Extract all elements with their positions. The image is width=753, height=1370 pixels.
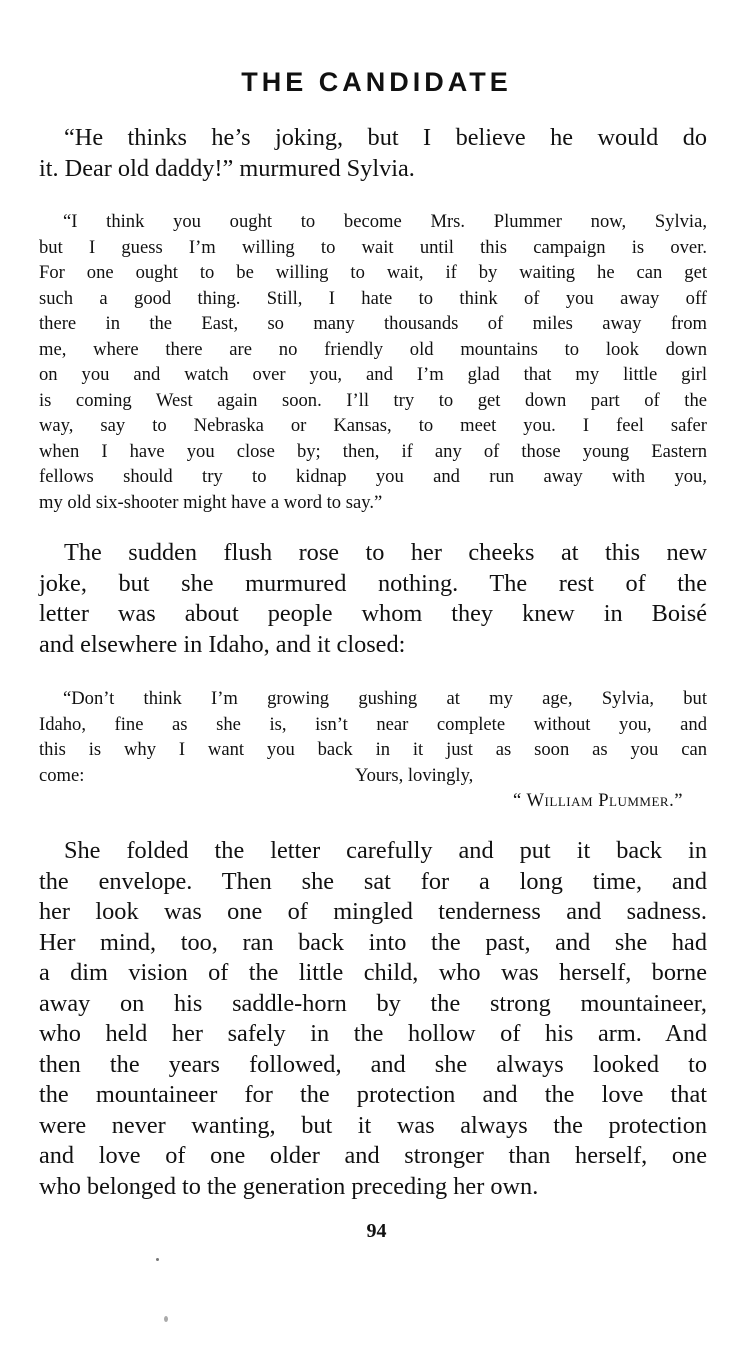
closing-line bbox=[39, 763, 707, 789]
text-line: way, say to Nebraska or Kansas, to meet you. I feel safer bbox=[39, 415, 707, 436]
text-line: For one ought to be willing to wait, if by waiting he can get bbox=[39, 262, 707, 283]
text-line: Idaho, fine as she is, isn’t near complete without you, and bbox=[39, 713, 707, 735]
print-speck bbox=[156, 1258, 159, 1261]
text-line: come: bbox=[39, 764, 85, 786]
text-line: and love of one older and stronger than herself, one bbox=[39, 1142, 707, 1169]
text-line: it. Dear old daddy!” murmured Sylvia. bbox=[39, 154, 415, 182]
text-line: there in the East, so many thousands of miles away from bbox=[39, 313, 707, 334]
page-number: 94 bbox=[366, 1220, 387, 1242]
signature-line bbox=[39, 788, 707, 814]
text-line: such a good thing. Still, I hate to think of you away off bbox=[39, 287, 707, 309]
text-line: Her mind, too, ran back into the past, and she had bbox=[39, 928, 707, 956]
paragraph-3 bbox=[39, 836, 707, 1202]
text-line: “Don’t think I’m growing gushing at my age, Sylvia, but bbox=[63, 688, 707, 709]
text-line: is coming West again soon. I’ll try to get down part of the bbox=[39, 389, 707, 411]
text-line: who held her safely in the hollow of his arm. And bbox=[39, 1020, 707, 1047]
text-line: on you and watch over you, and I’m glad that my little girl bbox=[39, 364, 707, 385]
running-head: THE CANDIDATE bbox=[241, 67, 512, 97]
text-line: She folded the letter carefully and put it back in bbox=[64, 837, 707, 864]
text-line: the envelope. Then she sat for a long time, and bbox=[39, 867, 707, 895]
paragraph-1 bbox=[39, 123, 707, 184]
text-line: the mountaineer for the protection and the love that bbox=[39, 1081, 707, 1108]
letter-excerpt-1 bbox=[39, 209, 707, 515]
paragraph-2 bbox=[39, 538, 707, 660]
text-line: fellows should try to kidnap you and run away with you, bbox=[39, 466, 707, 487]
text-line: away on his saddle-horn by the strong mountaineer, bbox=[39, 989, 707, 1017]
text-line: “I think you ought to become Mrs. Plummer now, Sylvia, bbox=[63, 211, 707, 232]
text-line: a dim vision of the little child, who was herself, borne bbox=[39, 959, 707, 986]
letter-excerpt-2 bbox=[39, 686, 707, 814]
text-line: were never wanting, but it was always the protection bbox=[39, 1111, 707, 1139]
letter-signature: “ William Plummer.” bbox=[512, 790, 683, 811]
text-line: joke, but she murmured nothing. The rest of the bbox=[39, 569, 707, 597]
text-line: and elsewhere in Idaho, and it closed: bbox=[39, 630, 406, 658]
text-line: then the years followed, and she always looked to bbox=[39, 1050, 707, 1078]
text-line: this is why I want you back in it just as soon as you can bbox=[39, 739, 707, 760]
text-line: “He thinks he’s joking, but I believe he would do bbox=[64, 124, 707, 151]
text-line: The sudden flush rose to her cheeks at this new bbox=[64, 539, 707, 566]
text-line: when I have you close by; then, if any of those young Eastern bbox=[39, 440, 707, 462]
text-line: me, where there are no friendly old mountains to look down bbox=[39, 338, 707, 360]
letter-closing: Yours, lovingly, bbox=[355, 764, 474, 786]
text-line: who belonged to the generation preceding her own. bbox=[39, 1172, 539, 1200]
text-line: my old six-shooter might have a word to say.” bbox=[39, 491, 383, 513]
text-line: but I guess I’m willing to wait until this campaign is over. bbox=[39, 236, 707, 258]
text-line: letter was about people whom they knew in Boisé bbox=[39, 600, 707, 627]
print-speck bbox=[164, 1316, 168, 1322]
text-line: her look was one of mingled tenderness and sadness. bbox=[39, 898, 707, 925]
